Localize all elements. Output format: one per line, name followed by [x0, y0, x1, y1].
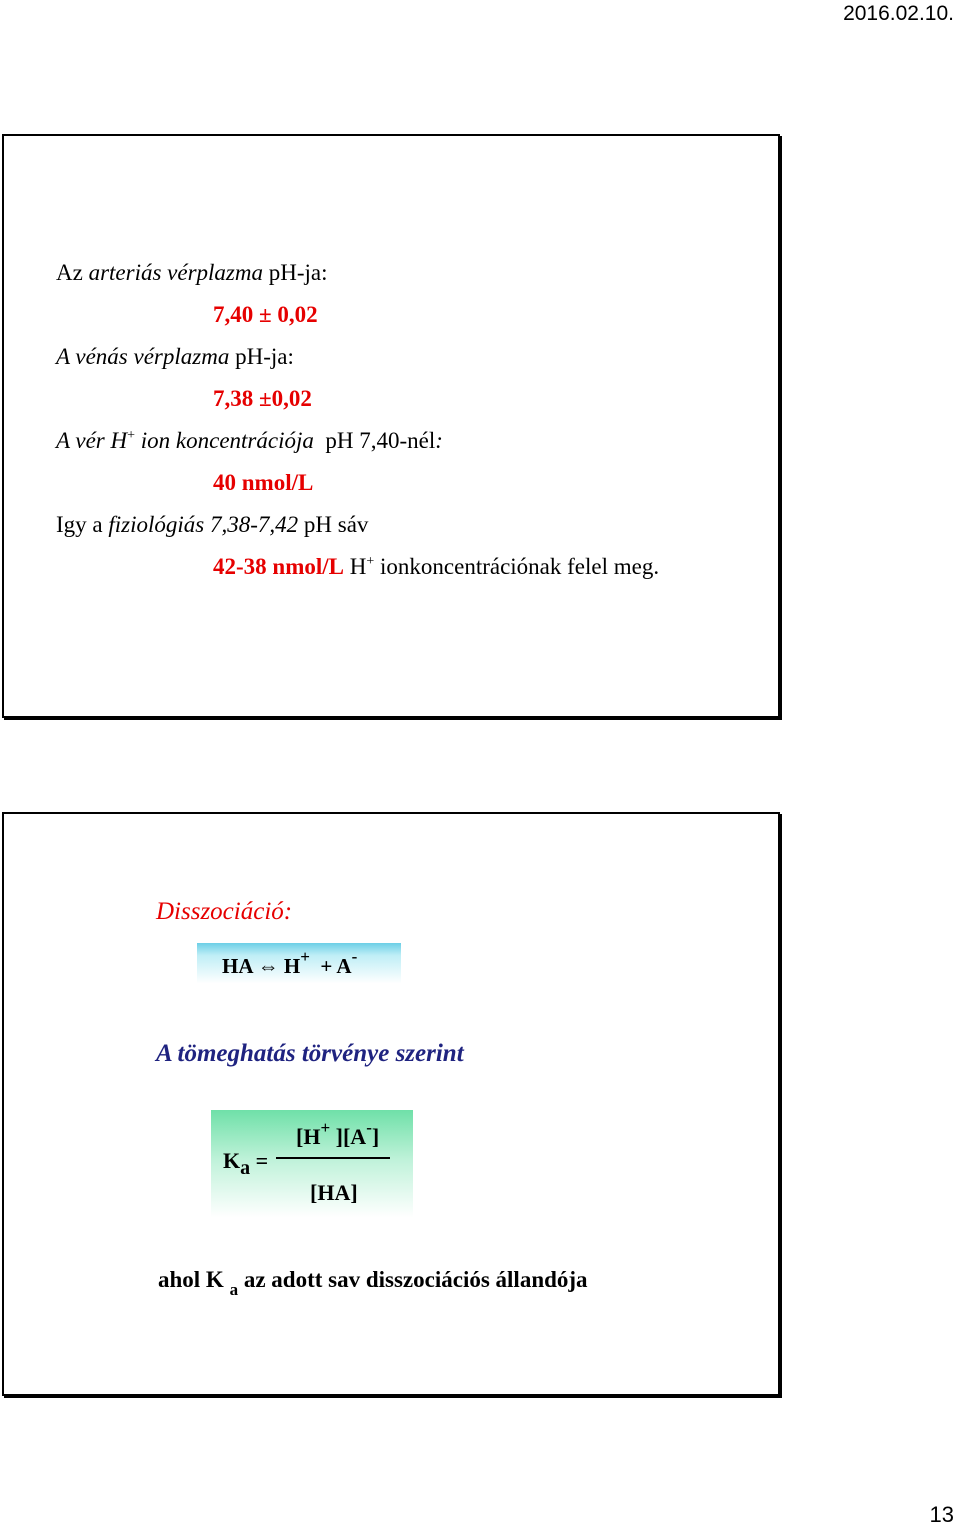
- arterial-ph-value: 7,40 ± 0,02: [213, 302, 318, 327]
- slide-dissociation: [2, 812, 780, 1396]
- note-suffix: az adott sav disszociációs állandója: [238, 1267, 588, 1292]
- slide-ph-values: [2, 134, 780, 718]
- ka-definition-note: [158, 1267, 588, 1299]
- note-prefix: ahol K: [158, 1267, 230, 1292]
- physiological-range-value: [213, 554, 659, 580]
- range-rest-text: ionkoncentrációnak felel meg.: [374, 554, 660, 579]
- num-close: ]: [371, 1124, 380, 1149]
- formula-numerator: [296, 1118, 380, 1150]
- eq-ha: HA: [222, 954, 258, 978]
- note-sub: a: [229, 1280, 239, 1299]
- ka-k: K: [223, 1148, 241, 1173]
- venous-label-italic: A vénás vérplazma: [56, 344, 230, 369]
- physiological-range-label: [56, 512, 368, 538]
- header-date: 2016.02.10.: [843, 2, 954, 25]
- range-value-red: 42-38 nmol/L: [213, 554, 344, 579]
- equilibrium-arrow-icon: ⇔: [257, 954, 279, 978]
- hion-label-italic-2: ion koncentrációja: [135, 428, 314, 453]
- num-a-sup: -: [366, 1118, 372, 1137]
- ka-symbol: [223, 1148, 269, 1179]
- range-label-suffix: pH sáv: [298, 512, 369, 537]
- venous-ph-value: 7,38 ±0,02: [213, 386, 312, 411]
- hion-label-colon: :: [435, 428, 443, 453]
- arterial-label-italic: arteriás vérplazma: [88, 260, 263, 285]
- eq-plus-a: + A: [309, 954, 352, 978]
- fraction-bar: [276, 1157, 390, 1159]
- page-number: 13: [929, 1502, 954, 1527]
- eq-h: H: [278, 954, 301, 978]
- hion-label-ph: pH 7,40-nél: [313, 428, 436, 453]
- hion-concentration-label: [56, 428, 443, 454]
- hion-sup: +: [127, 428, 136, 443]
- dissociation-title: Disszociáció:: [156, 898, 293, 925]
- eq-h-sup: +: [300, 947, 310, 966]
- num-h-sup: +: [320, 1118, 331, 1137]
- mass-action-subtitle: A tömeghatás törvénye szerint: [156, 1040, 464, 1067]
- hion-value: 40 nmol/L: [213, 470, 314, 495]
- range-rest-h: H: [343, 554, 367, 579]
- arterial-label-suffix: pH-ja:: [263, 260, 328, 285]
- ka-equals: =: [250, 1148, 269, 1173]
- dissociation-equation: [222, 947, 358, 979]
- hion-label-italic: A vér H: [56, 428, 128, 453]
- arterial-label-prefix: Az: [56, 260, 89, 285]
- num-a: ][A: [330, 1124, 367, 1149]
- venous-label-suffix: pH-ja:: [229, 344, 294, 369]
- range-label-prefix: Igy a: [56, 512, 109, 537]
- ka-sub: a: [240, 1157, 251, 1179]
- num-h: [H: [296, 1124, 321, 1149]
- eq-a-sup: -: [351, 947, 358, 966]
- range-label-italic: fiziológiás 7,38-7,42: [108, 512, 299, 537]
- venous-ph-label: [56, 344, 294, 370]
- formula-denominator: [HA]: [310, 1180, 358, 1205]
- range-rest-sup: +: [366, 554, 375, 569]
- arterial-ph-label: [56, 260, 328, 286]
